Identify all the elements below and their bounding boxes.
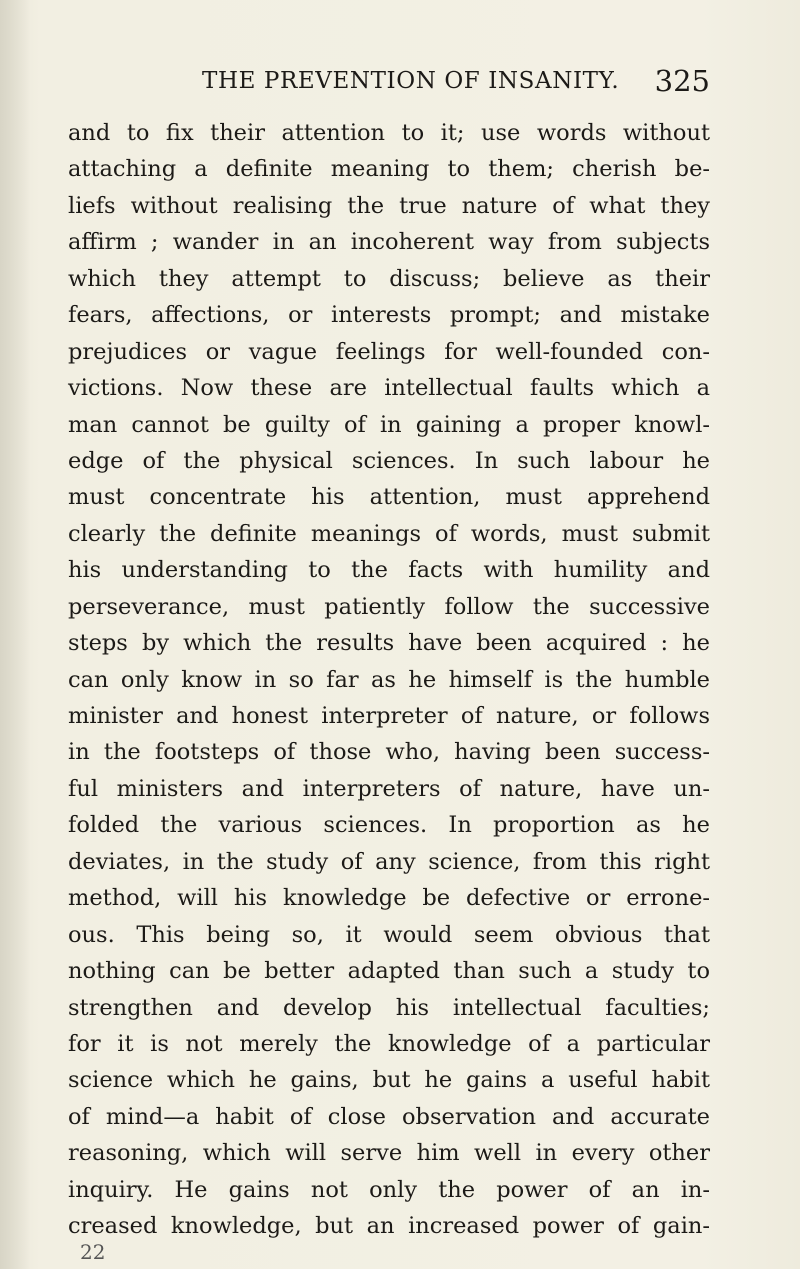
running-title: THE PREVENTION OF INSANITY. xyxy=(202,68,620,94)
text-line: affirm ; wander in an incoherent way from subjects xyxy=(68,229,710,256)
text-line: minister and honest interpreter of nature, or follows xyxy=(68,703,710,729)
running-head xyxy=(68,64,710,104)
text-line: perseverance, must patiently follow the successive xyxy=(68,593,710,620)
text-line: nothing can be better adapted than such a study to xyxy=(68,958,710,985)
text-line: and to fix their attention to it; use words without xyxy=(68,120,710,146)
text-line: science which he gains, but he gains a useful habit xyxy=(68,1067,710,1094)
body-text xyxy=(68,115,710,1245)
text-line: of mind—a habit of close observation and accurate xyxy=(68,1103,710,1130)
text-line: inquiry. He gains not only the power of an in- xyxy=(68,1176,710,1203)
text-line: for it is not merely the knowledge of a particular xyxy=(68,1030,710,1057)
text-line: deviates, in the study of any science, from this right xyxy=(68,848,710,875)
text-line: ous. This being so, it would seem obvious that xyxy=(68,921,710,948)
text-line: steps by which the results have been acquired : he xyxy=(68,630,710,657)
text-line: his understanding to the facts with humility and xyxy=(68,557,710,584)
text-line: reasoning, which will serve him well in every other xyxy=(68,1140,710,1167)
text-line: clearly the definite meanings of words, must submit xyxy=(68,520,710,547)
signature-mark: 22 xyxy=(80,1240,106,1264)
text-line: fears, affections, or interests prompt; and mistake xyxy=(68,302,710,329)
text-line: ful ministers and interpreters of nature, have un- xyxy=(68,775,710,802)
text-line: attaching a definite meaning to them; cherish be- xyxy=(68,156,710,183)
text-line: can only know in so far as he himself is the humble xyxy=(68,666,710,693)
text-line: method, will his knowledge be defective or errone- xyxy=(68,885,710,912)
text-line: folded the various sciences. In proportion as he xyxy=(68,812,710,839)
text-line: edge of the physical sciences. In such labour he xyxy=(68,447,710,474)
text-line: liefs without realising the true nature of what they xyxy=(68,192,710,219)
text-line: man cannot be guilty of in gaining a proper knowl- xyxy=(68,411,710,438)
text-line: creased knowledge, but an increased power of gain- xyxy=(68,1213,710,1240)
page-number: 325 xyxy=(654,64,710,98)
text-line: must concentrate his attention, must apprehend xyxy=(68,484,710,511)
text-line: in the footsteps of those who, having been success- xyxy=(68,739,710,766)
text-line: which they attempt to discuss; believe as their xyxy=(68,265,710,292)
text-line: strengthen and develop his intellectual faculties; xyxy=(68,994,710,1021)
text-line: victions. Now these are intellectual faults which a xyxy=(68,375,710,402)
gutter-shadow xyxy=(0,0,30,1269)
text-line: prejudices or vague feelings for well-founded con- xyxy=(68,338,710,365)
